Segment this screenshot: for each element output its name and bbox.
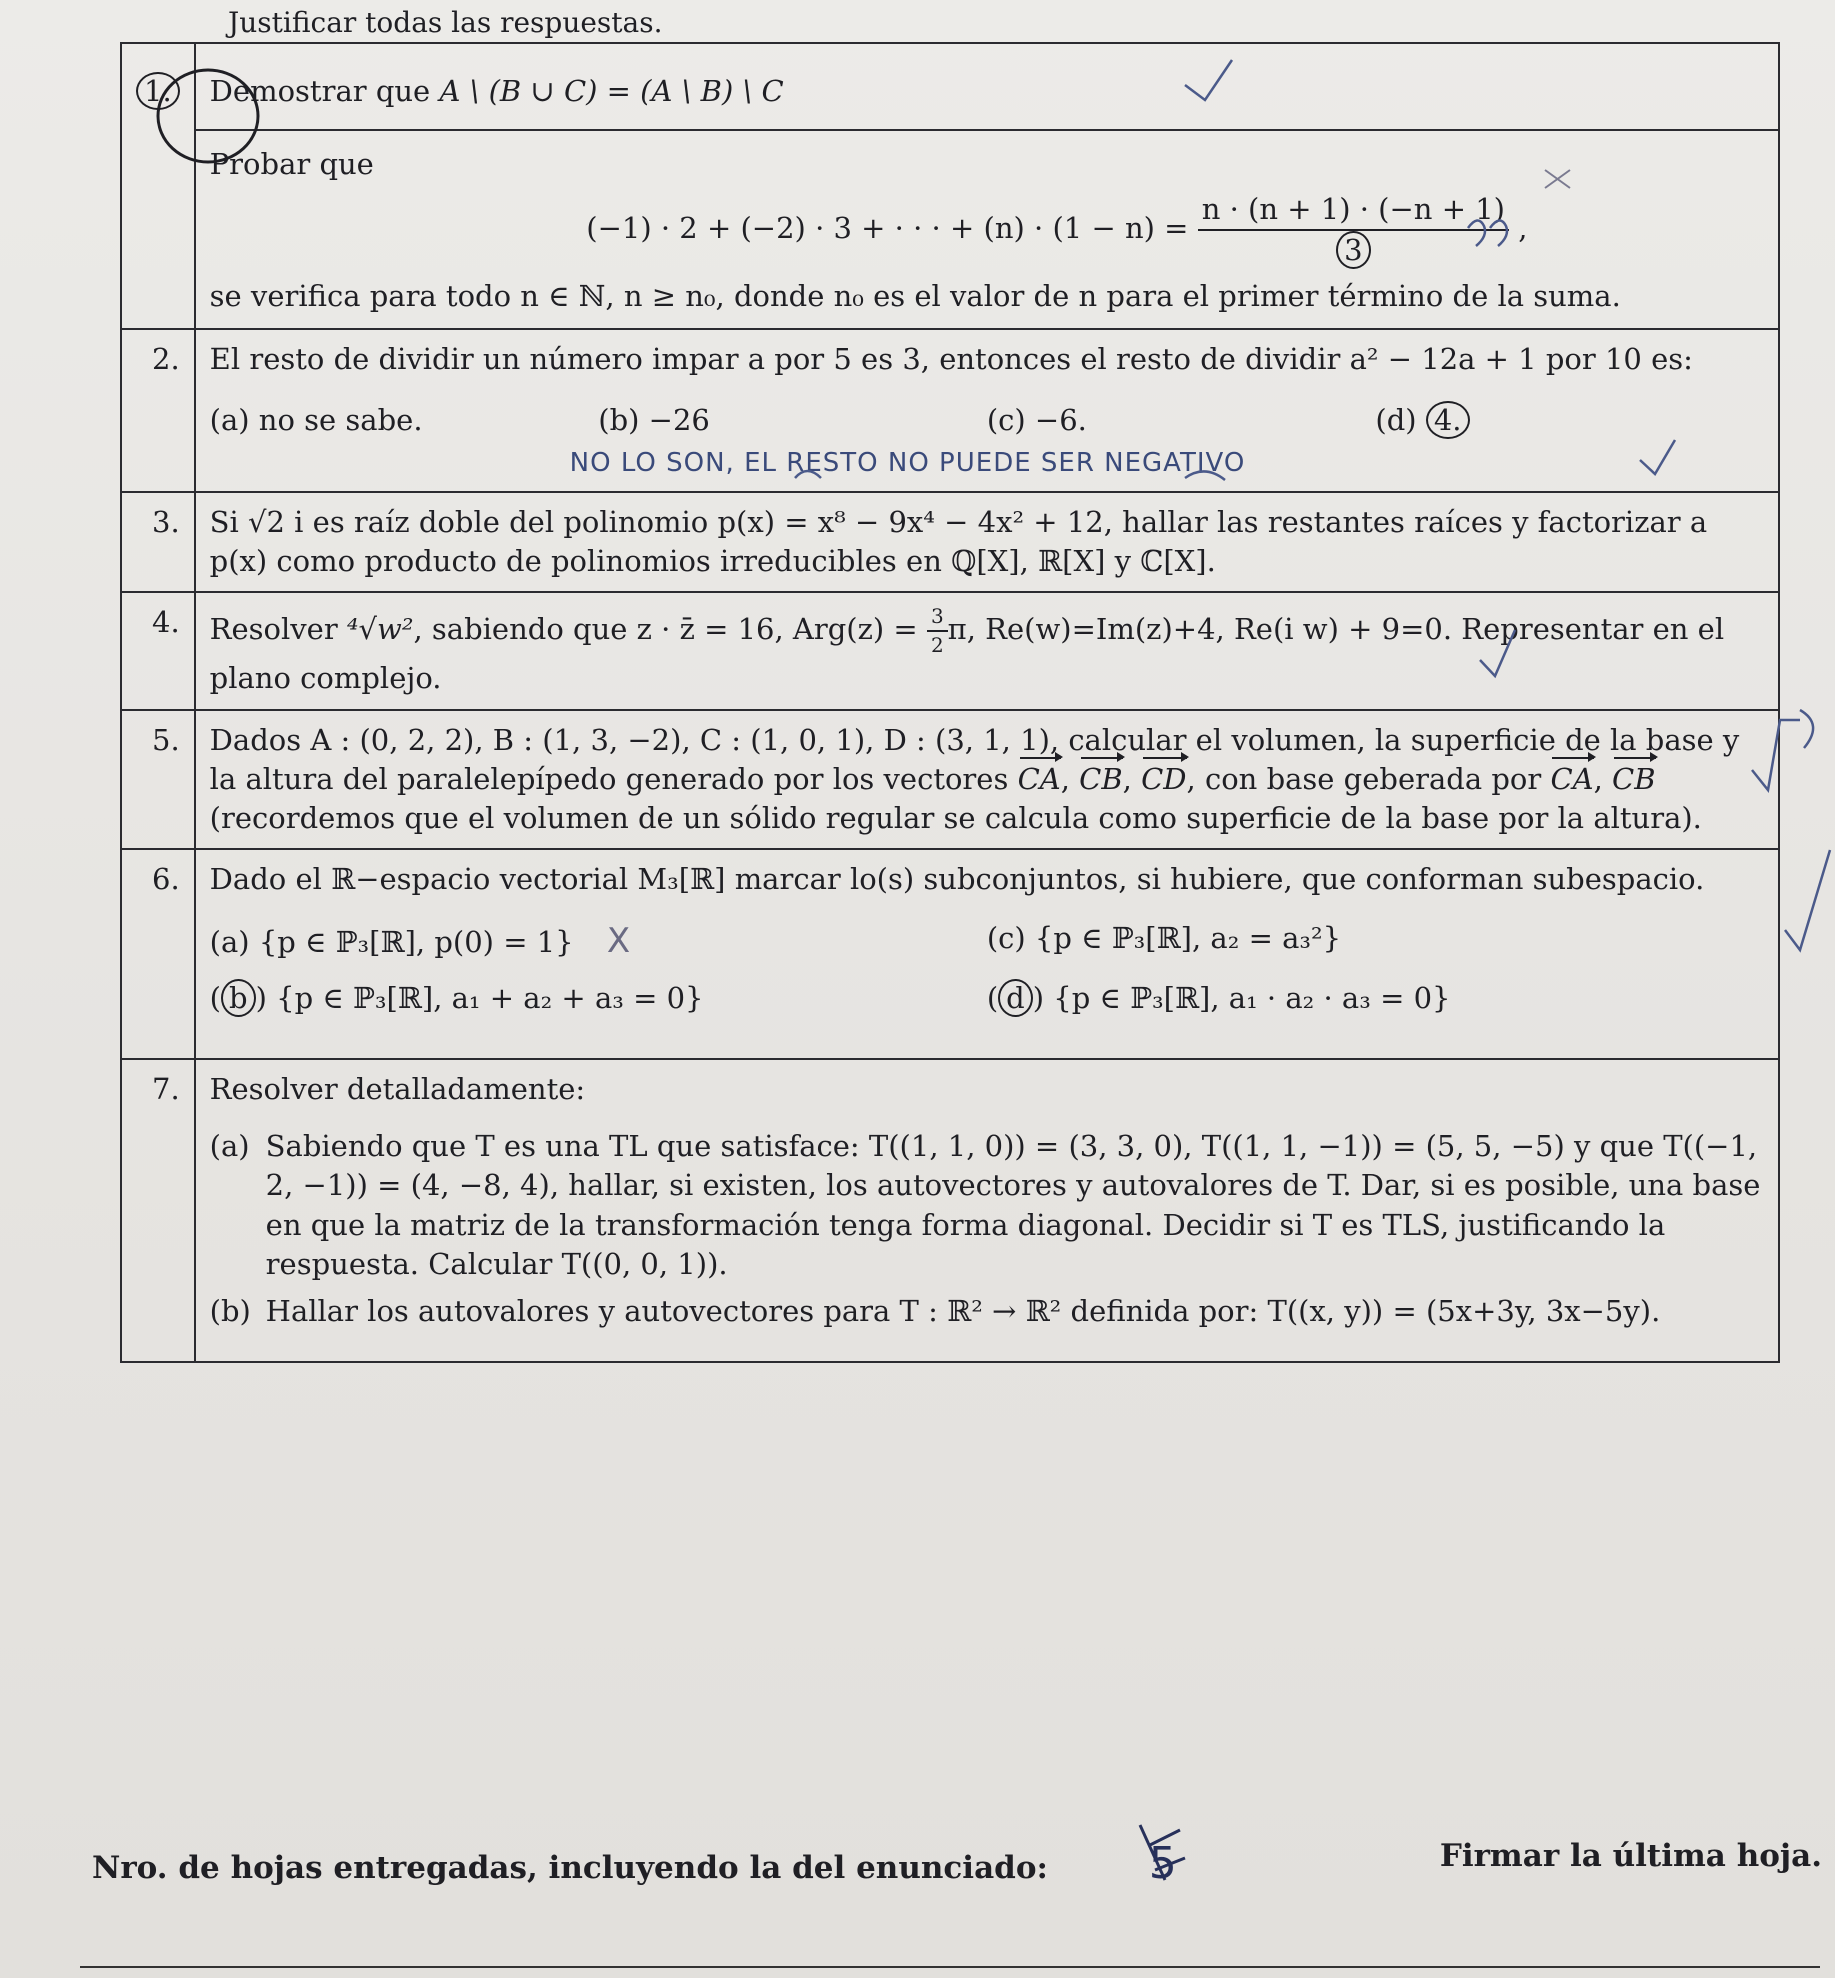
question-5-number: 5. bbox=[121, 710, 195, 849]
q4-frac-den: 2 bbox=[930, 633, 944, 658]
q6-option-d: ( d ) {p ∈ ℙ₃[ℝ], a₁ · a₂ · a₃ = 0} bbox=[986, 980, 1451, 1015]
q5-text-2: , con base geberada por bbox=[1186, 761, 1542, 796]
check-mark-q5 bbox=[1785, 850, 1830, 950]
q4-pre: Resolver bbox=[209, 612, 338, 647]
q1b-numerator: n · (n + 1) · (−n + 1) bbox=[1198, 190, 1509, 231]
bottom-divider bbox=[80, 1966, 1820, 1968]
question-7-row bbox=[121, 1059, 1779, 1362]
q1b-equation bbox=[350, 190, 1764, 270]
question-5-statement: Dados A : (0, 2, 2), B : (1, 3, −2), C : (1, 0, 1), D : (3, 1, 1), calcular el volumen, la superficie de la base y la altura del paralelepípedo generado por los vectores CA, CB, CD, con base geberada por CA, CB (recordemos que el volumen de un sólido regular se calcula como superficie de la base por la altura). bbox=[195, 710, 1779, 849]
q1-prefix: Demostrar que bbox=[209, 74, 431, 108]
q2-option-b: (b) −26 bbox=[598, 402, 710, 437]
q2-handwritten-note: NO LO SON, EL RESTO NO PUEDE SER NEGATIVO bbox=[569, 447, 1246, 478]
q1b-suffix: se verifica para todo n ∈ ℕ, n ≥ n₀, donde n₀ es el valor de n para el primer término de la suma. bbox=[209, 278, 1621, 313]
q6-option-d-text: {p ∈ ℙ₃[ℝ], a₁ · a₂ · a₃ = 0} bbox=[1053, 980, 1451, 1015]
question-2-number: 2. bbox=[121, 329, 195, 492]
q5-vector-ca: CA bbox=[1018, 760, 1061, 799]
q4-frac-num: 3 bbox=[927, 603, 948, 632]
instructions-header: Justificar todas las respuestas. bbox=[228, 6, 663, 39]
q7-part-a-label: (a) bbox=[209, 1129, 250, 1164]
question-1-statement-a bbox=[195, 43, 1779, 130]
q2-option-d-label: (d) bbox=[1375, 402, 1417, 437]
q6-option-c-text: {p ∈ ℙ₃[ℝ], a₂ = a₃²} bbox=[1034, 921, 1342, 956]
q6-text: Dado el ℝ−espacio vectorial M₃[ℝ] marcar lo(s) subconjuntos, si hubiere, que conforman subespacio. bbox=[209, 861, 1705, 896]
question-1-row-a bbox=[121, 43, 1779, 130]
q2-option-d-value: 4. bbox=[1426, 401, 1470, 439]
q6-option-a-label: (a) bbox=[209, 925, 250, 960]
q6-option-b: ( b ) {p ∈ ℙ₃[ℝ], a₁ + a₂ + a₃ = 0} bbox=[209, 980, 704, 1015]
question-3-row bbox=[121, 492, 1779, 592]
question-4-statement bbox=[195, 592, 1779, 709]
q7-title: Resolver detalladamente: bbox=[209, 1072, 586, 1107]
question-6-number: 6. bbox=[121, 849, 195, 1059]
q6-option-a bbox=[210, 919, 987, 965]
q6-option-c-label: (c) bbox=[986, 921, 1026, 956]
question-1-number: 1. bbox=[136, 72, 180, 110]
q4-fraction bbox=[927, 603, 948, 659]
q4-root: ⁴√w² bbox=[346, 612, 414, 647]
q2-option-d bbox=[1375, 401, 1764, 440]
question-2-row bbox=[121, 329, 1779, 492]
q6-options bbox=[210, 919, 1764, 1018]
question-4-number: 4. bbox=[121, 592, 195, 709]
q7-part-a-text: Sabiendo que T es una TL que satisface: T((1, 1, 0)) = (3, 3, 0), T((1, 1, −1)) = (5, 5, −5) y que T((−1, 2, −1)) = (4, −8, 4), hallar, si existen, los autovectores y autovalores de T. Dar, si es posible, una base en que la matriz de la transformación tenga forma diagonal. Decidir si T es TLS, justificando la respuesta. Calcular T((0, 0, 1)). bbox=[265, 1129, 1761, 1281]
q5-text-3: (recordemos que el volumen de un sólido regular se calcula como superficie de la base por la altura). bbox=[209, 800, 1702, 835]
question-4-row bbox=[121, 592, 1779, 709]
question-5-row bbox=[121, 710, 1779, 849]
q6-option-b-label: b bbox=[221, 979, 256, 1017]
q6-option-d-label: d bbox=[998, 979, 1033, 1017]
question-7-number: 7. bbox=[121, 1059, 195, 1362]
q1b-denominator-value: 3 bbox=[1336, 231, 1370, 269]
q6-option-a-cross-mark: X bbox=[606, 921, 631, 962]
question-6-row bbox=[121, 849, 1779, 1059]
q2-option-c: (c) −6. bbox=[986, 402, 1087, 437]
q1b-fraction bbox=[1198, 190, 1509, 270]
exam-table bbox=[120, 42, 1780, 1363]
question-1-row-b bbox=[121, 130, 1779, 329]
question-2-statement bbox=[195, 329, 1779, 492]
question-3-number: 3. bbox=[121, 492, 195, 592]
q6-option-c bbox=[987, 919, 1764, 965]
q2-text: El resto de dividir un número impar a por 5 es 3, entonces el resto de dividir a² − 12a + 1 por 10 es: bbox=[209, 341, 1693, 376]
question-6-statement bbox=[195, 849, 1779, 1059]
q5-vector-cd: CD bbox=[1141, 760, 1186, 799]
question-number bbox=[121, 43, 195, 329]
q7-part-b-label: (b) bbox=[209, 1293, 251, 1328]
q1b-comma: , bbox=[1518, 211, 1528, 246]
footer-sign-instruction: Firmar la última hoja. bbox=[1439, 1838, 1822, 1874]
q1-set-expression: A \ (B ∪ C) = (A \ B) \ C bbox=[439, 74, 784, 108]
q7-part-b bbox=[210, 1292, 1764, 1331]
footer-sheets-count bbox=[92, 1838, 1177, 1889]
question-7-statement bbox=[195, 1059, 1779, 1362]
q6-option-b-text: {p ∈ ℙ₃[ℝ], a₁ + a₂ + a₃ = 0} bbox=[276, 980, 704, 1015]
q5-base-vector-cb: CB bbox=[1612, 760, 1656, 799]
q1b-prefix: Probar que bbox=[209, 147, 374, 182]
q2-option-a: (a) no se sabe. bbox=[209, 402, 423, 437]
q7-part-a bbox=[210, 1127, 1764, 1284]
q1b-denominator bbox=[1198, 231, 1509, 270]
footer-handwritten-count: 5 bbox=[1148, 1838, 1177, 1889]
q5-base-vector-ca: CA bbox=[1550, 760, 1593, 799]
footer-left-text: Nro. de hojas entregadas, incluyendo la del enunciado: bbox=[92, 1850, 1048, 1886]
q4-post: π, Re(w)=Im(z)+4, Re(i w) + 9=0. Representar en el plano complejo. bbox=[209, 612, 1725, 696]
q5-vector-cb: CB bbox=[1079, 760, 1123, 799]
q4-mid: , sabiendo que z · z̄ = 16, Arg(z) = bbox=[413, 612, 918, 647]
q5-text-1: Dados A : (0, 2, 2), B : (1, 3, −2), C : (1, 0, 1), D : (3, 1, 1), calcular el volumen, la superficie de la base y la altura del paralelepípedo generado por los vectores bbox=[209, 722, 1740, 796]
q1b-lhs: (−1) · 2 + (−2) · 3 + · · · + (n) · (1 − n) = bbox=[586, 211, 1189, 246]
question-1-statement-b bbox=[195, 130, 1779, 329]
question-3-statement: Si √2 i es raíz doble del polinomio p(x) = x⁸ − 9x⁴ − 4x² + 12, hallar las restantes raíces y factorizar a p(x) como producto de polinomios irreducibles en ℚ[X], ℝ[X] y ℂ[X]. bbox=[195, 492, 1779, 592]
q6-option-a-text: {p ∈ ℙ₃[ℝ], p(0) = 1} bbox=[258, 925, 574, 960]
q7-part-b-text: Hallar los autovalores y autovectores para T : ℝ² → ℝ² definida por: T((x, y)) = (5x+3y, 3x−5y). bbox=[265, 1293, 1661, 1328]
q2-options bbox=[210, 401, 1764, 440]
